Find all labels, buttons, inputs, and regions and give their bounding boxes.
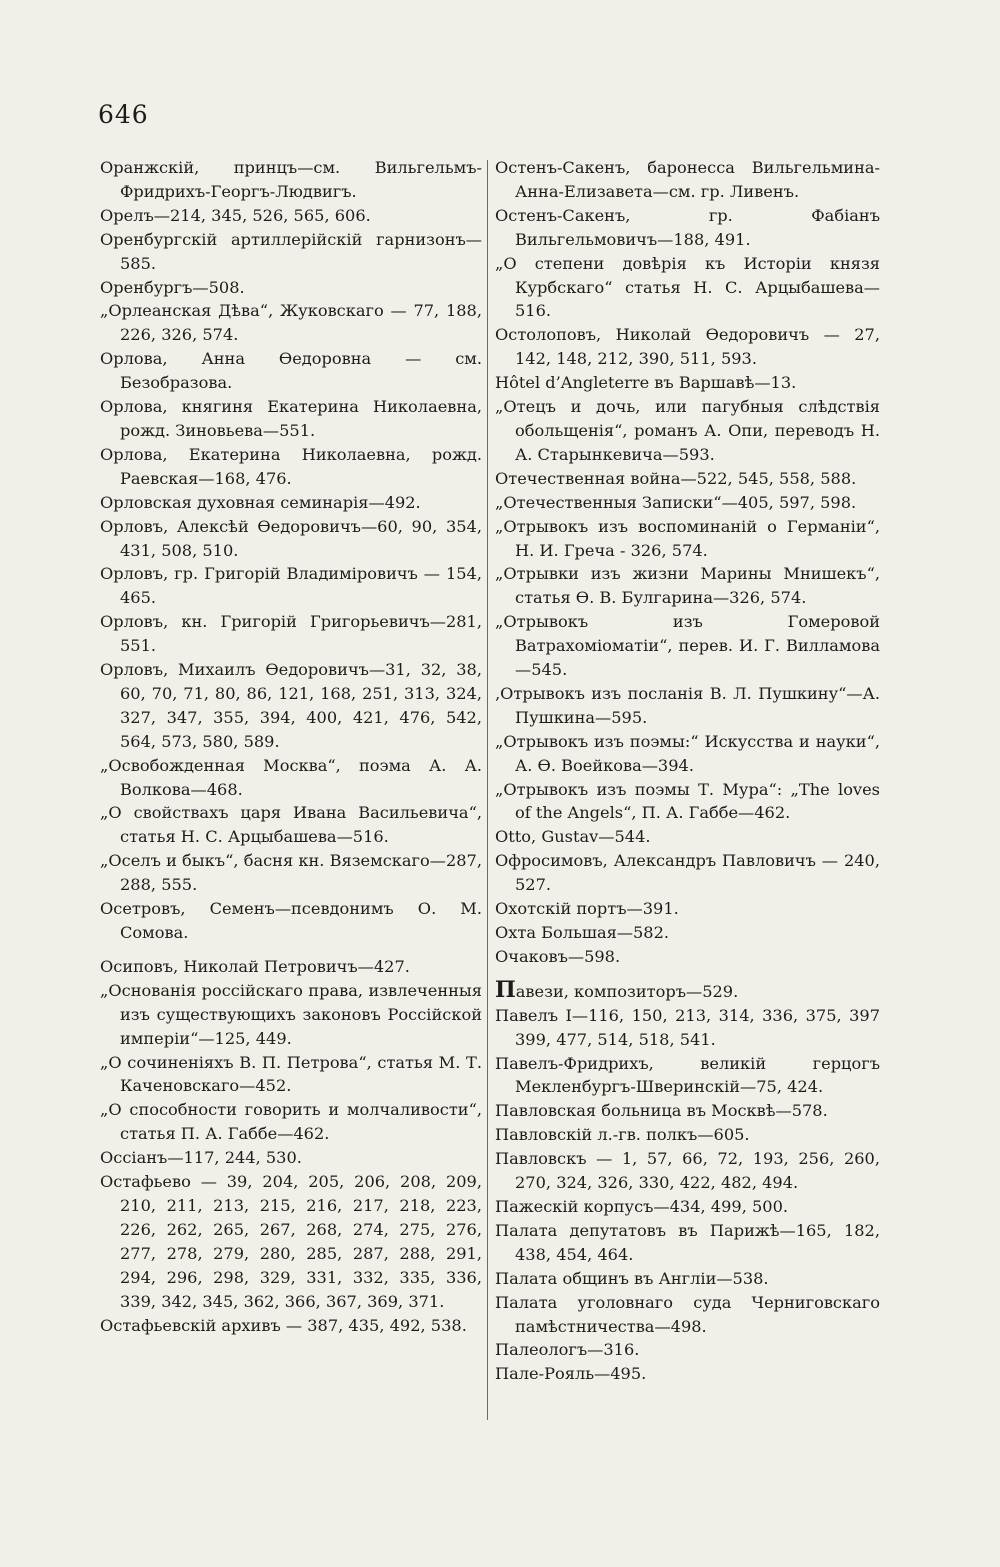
index-entry: Павелъ-Фридрихъ, великій герцогъ Мекленбургъ-Шверинскій—75, 424. xyxy=(495,1053,880,1097)
index-entry: Офросимовъ, Александръ Павловичъ — 240, 527. xyxy=(495,851,880,895)
index-entry: „О свойствахъ царя Ивана Васильевича“, статья Н. С. Арцыбашева—516. xyxy=(100,803,482,847)
index-entry: Остафьевскій архивъ — 387, 435, 492, 538. xyxy=(100,1315,467,1335)
index-entry: Палеологъ—316. xyxy=(495,1340,640,1360)
index-entry: Павловскъ — 1, 57, 66, 72, 193, 256, 260, 270, 324, 326, 330, 422, 482, 494. xyxy=(495,1149,880,1193)
index-entry: Остафьево — 39, 204, 205, 206, 208, 209, 210, 211, 213, 215, 216, 217, 218, 223, 226, 262, 265, 267, 268, 274, 275, 276, 277, 278, 279, 280, 285, 287, 288, 291, 294, 296, 298, 329, 331, 332, 335, 336, 339, 342, 345, 362, 366, 367, 369, 371. xyxy=(100,1172,482,1311)
index-entry: Остолоповъ, Николай Өедоровичъ — 27, 142, 148, 212, 390, 511, 593. xyxy=(495,325,880,369)
index-entry: Орловская духовная семинарія—492. xyxy=(100,492,421,512)
index-entry: „Отечественныя Записки“—405, 597, 598. xyxy=(495,492,857,512)
index-entry: Остенъ-Сакенъ, баронесса Вильгельмина-Анна-Елизавета—см. гр. Ливенъ. xyxy=(495,158,880,201)
index-entry: Павловскій л.-гв. полкъ—605. xyxy=(495,1125,750,1145)
index-entry: „Отецъ и дочь, или пагубныя слѣдствія обольщенія“, романъ А. Опи, переводъ Н. А. Старынкевича—593. xyxy=(495,397,880,464)
index-entry: „Отрывокъ изъ поэмы:“ Искусства и науки“, А. Ө. Воейкова—394. xyxy=(495,731,880,775)
index-entry: Охотскій портъ—391. xyxy=(495,899,679,919)
index-entry: Орлова, Екатерина Николаевна, рожд. Раевская—168, 476. xyxy=(100,444,482,488)
index-entry: Палата уголовнаго суда Черниговскаго памѣстничества—498. xyxy=(495,1292,880,1336)
section-initial-letter: П xyxy=(495,976,516,1003)
index-entry: „О сочиненіяхъ В. П. Петрова“, статья М. Т. Каченовскаго—452. xyxy=(100,1052,482,1096)
index-entry: Оранжскій, принцъ—см. Вильгельмъ-Фридрихъ-Георгъ-Людвигъ. xyxy=(100,158,482,201)
index-entry: Орелъ—214, 345, 526, 565, 606. xyxy=(100,205,371,225)
index-entry: Палата общинъ въ Англіи—538. xyxy=(495,1268,769,1288)
index-entry: „О степени довѣрія къ Исторіи князя Курбскаго“ статья Н. С. Арцыбашева—516. xyxy=(495,253,880,321)
index-entry: Оренбургъ—508. xyxy=(100,277,245,297)
index-entry: Орловъ, кн. Григорій Григорьевичъ—281, 551. xyxy=(100,612,482,656)
index-entry: Павловская больница въ Москвѣ—578. xyxy=(495,1101,828,1121)
index-entry: Оссіанъ—117, 244, 530. xyxy=(100,1148,302,1168)
index-entry: Пажескій корпусъ—434, 499, 500. xyxy=(495,1196,789,1216)
page-number: 646 xyxy=(98,100,149,129)
index-entry: Otto, Gustav—544. xyxy=(495,827,651,847)
index-entry: Отечественная война—522, 545, 558, 588. xyxy=(495,468,857,488)
index-entry: „Освобожденная Москва“, поэма А. А. Волкова—468. xyxy=(100,755,482,799)
index-entry: „О способности говорить и молчаливости“, статья П. А. Габбе—462. xyxy=(100,1100,482,1144)
index-entry: „Отрывокъ изъ воспоминаній о Германіи“, Н. И. Греча - 326, 574. xyxy=(495,516,880,560)
index-entry: Очаковъ—598. xyxy=(495,946,621,966)
index-entry: „Отрывокъ изъ Гомеровой Ватрахоміоматіи“, перев. И. Г. Вилламова—545. xyxy=(495,612,880,680)
index-entry: „Отрывокъ изъ поэмы Т. Мура“: „The loves of the Angels“, П. А. Габбе—462. xyxy=(495,779,880,823)
index-entry: Осетровъ, Семенъ—псевдонимъ О. М. Сомова. xyxy=(100,899,482,942)
index-entry: Палата депутатовъ въ Парижѣ—165, 182, 438, 454, 464. xyxy=(495,1220,880,1264)
index-entry: Охта Большая—582. xyxy=(495,923,670,942)
index-entry: Оренбургскій артиллерійскій гарнизонъ—585. xyxy=(100,229,482,273)
index-entry: Пале-Рояль—495. xyxy=(495,1364,647,1384)
index-entry: Hôtel d’Angleterre въ Варшавѣ—13. xyxy=(495,373,797,393)
index-entry: Орловъ, гр. Григорій Владиміровичъ — 154, 465. xyxy=(100,564,482,608)
index-entry: ‚Отрывокъ изъ посланія В. Л. Пушкину“—А. Пушкина—595. xyxy=(495,683,880,727)
index-entry-letter-start: Павези, композиторъ—529. xyxy=(495,976,739,1003)
index-entry: „Оселъ и быкъ“, басня кн. Вяземскаго—287, 288, 555. xyxy=(100,851,482,895)
index-entry: „Отрывки изъ жизни Марины Мнишекъ“, статья Ө. В. Булгарина—326, 574. xyxy=(495,564,880,608)
left-column xyxy=(100,156,482,1337)
index-entry: Остенъ-Сакенъ, гр. Фабіанъ Вильгельмовичъ—188, 491. xyxy=(495,205,880,249)
index-entry: Павелъ I—116, 150, 213, 314, 336, 375, 397 399, 477, 514, 518, 541. xyxy=(495,1005,880,1049)
index-entry: Орлова, Анна Өедоровна — см. Безобразова. xyxy=(100,349,482,393)
column-divider xyxy=(487,160,488,1420)
index-entry: „Основанія россійскаго права, извлеченныя изъ существующихъ законовъ Россійской имперіи“—125, 449. xyxy=(100,980,482,1048)
index-entry: Орловъ, Алексѣй Өедоровичъ—60, 90, 354, 431, 508, 510. xyxy=(100,516,482,560)
index-entry: Орловъ, Михаилъ Өедоровичъ—31, 32, 38, 60, 70, 71, 80, 86, 121, 168, 251, 313, 324, 327, 347, 355, 394, 400, 421, 476, 542, 564, 573, 580, 589. xyxy=(100,660,482,751)
index-entry: Орлова, княгиня Екатерина Николаевна, рожд. Зиновьева—551. xyxy=(100,397,482,440)
right-column xyxy=(495,156,880,1386)
index-entry: Осиповъ, Николай Петровичъ—427. xyxy=(100,956,410,976)
index-entry: „Орлеанская Дѣва“, Жуковскаго — 77, 188, 226, 326, 574. xyxy=(100,301,482,345)
